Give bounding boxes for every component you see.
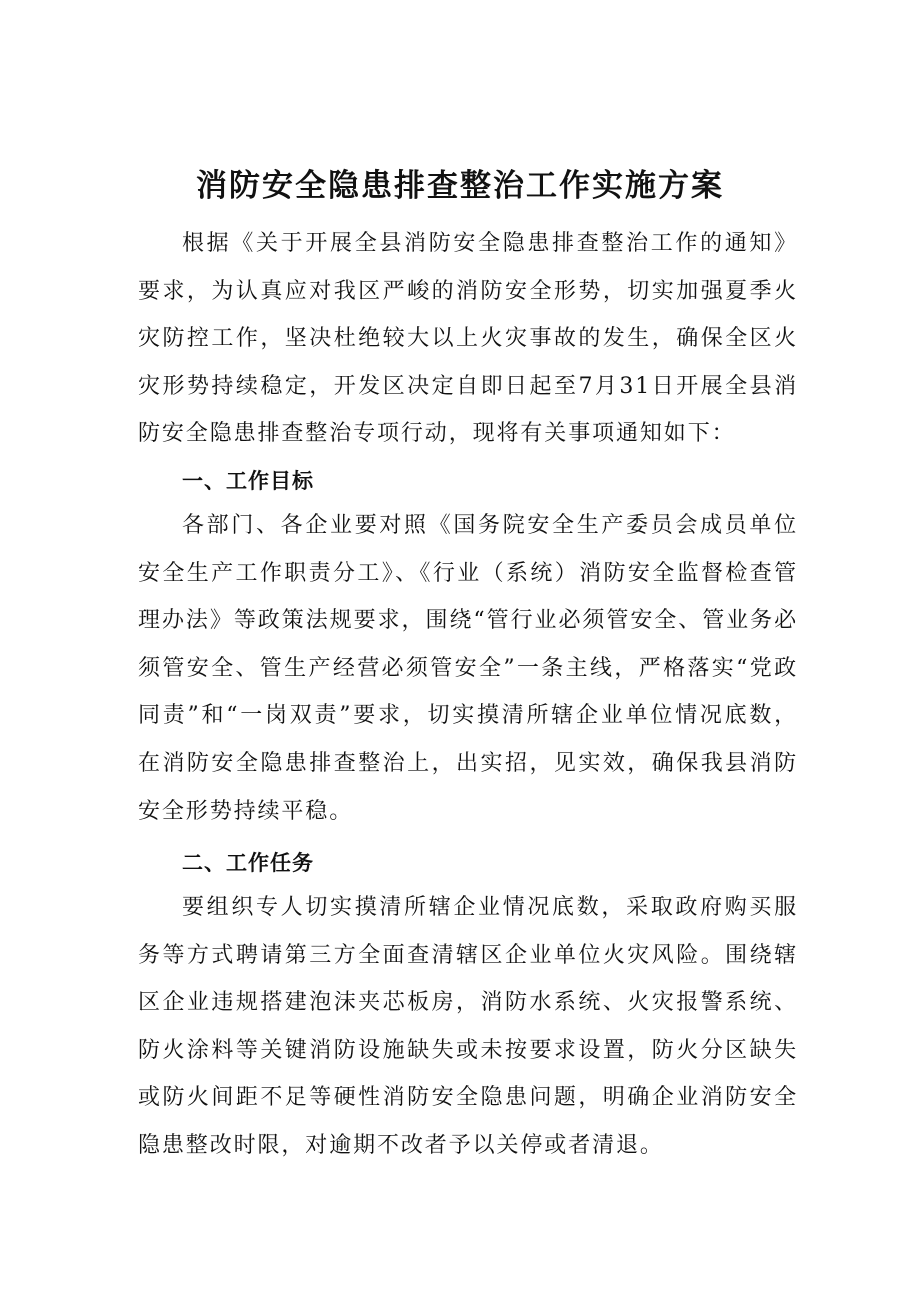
document-title: 消防安全隐患排查整治工作实施方案: [196, 167, 724, 204]
section-body-tasks: 要组织专人切实摸清所辖企业情况底数，采取政府购买服务等方式聘请第三方全面查清辖区企业单位火灾风险。围绕辖区企业违规搭建泡沫夹芯板房，消防水系统、火灾报警系统、防火涂料等关键消防设施缺失或未按要求设置，防火分区缺失或防火间距不足等硬性消防安全隐患问题，明确企业消防安全隐患整改时限，对逾期不改者予以关停或者清退。: [138, 895, 798, 1158]
section-body-goals: 各部门、各企业要对照《国务院安全生产委员会成员单位安全生产工作职责分工》、《行业（系统）消防安全监督检查管理办法》等政策法规要求，围绕“管行业必须管安全、管业务必须管安全、管生产经营必须管安全”一条主线，严格落实“党政同责”和“一岗双责”要求，切实摸清所辖企业单位情况底数，在消防安全隐患排查整治上，出实招，见实效，确保我县消防安全形势持续平稳。: [138, 513, 798, 824]
section-heading-tasks: 二、工作任务: [182, 851, 314, 875]
section-heading-goals: 一、工作目标: [182, 469, 314, 493]
intro-paragraph: 根据《关于开展全县消防安全隐患排查整治工作的通知》要求，为认真应对我区严峻的消防安全形势，切实加强夏季火灾防控工作，坚决杜绝较大以上火灾事故的发生，确保全区火灾形势持续稳定，开发区决定自即日起至7月31日开展全县消防安全隐患排查整治专项行动，现将有关事项通知如下：: [138, 231, 798, 447]
